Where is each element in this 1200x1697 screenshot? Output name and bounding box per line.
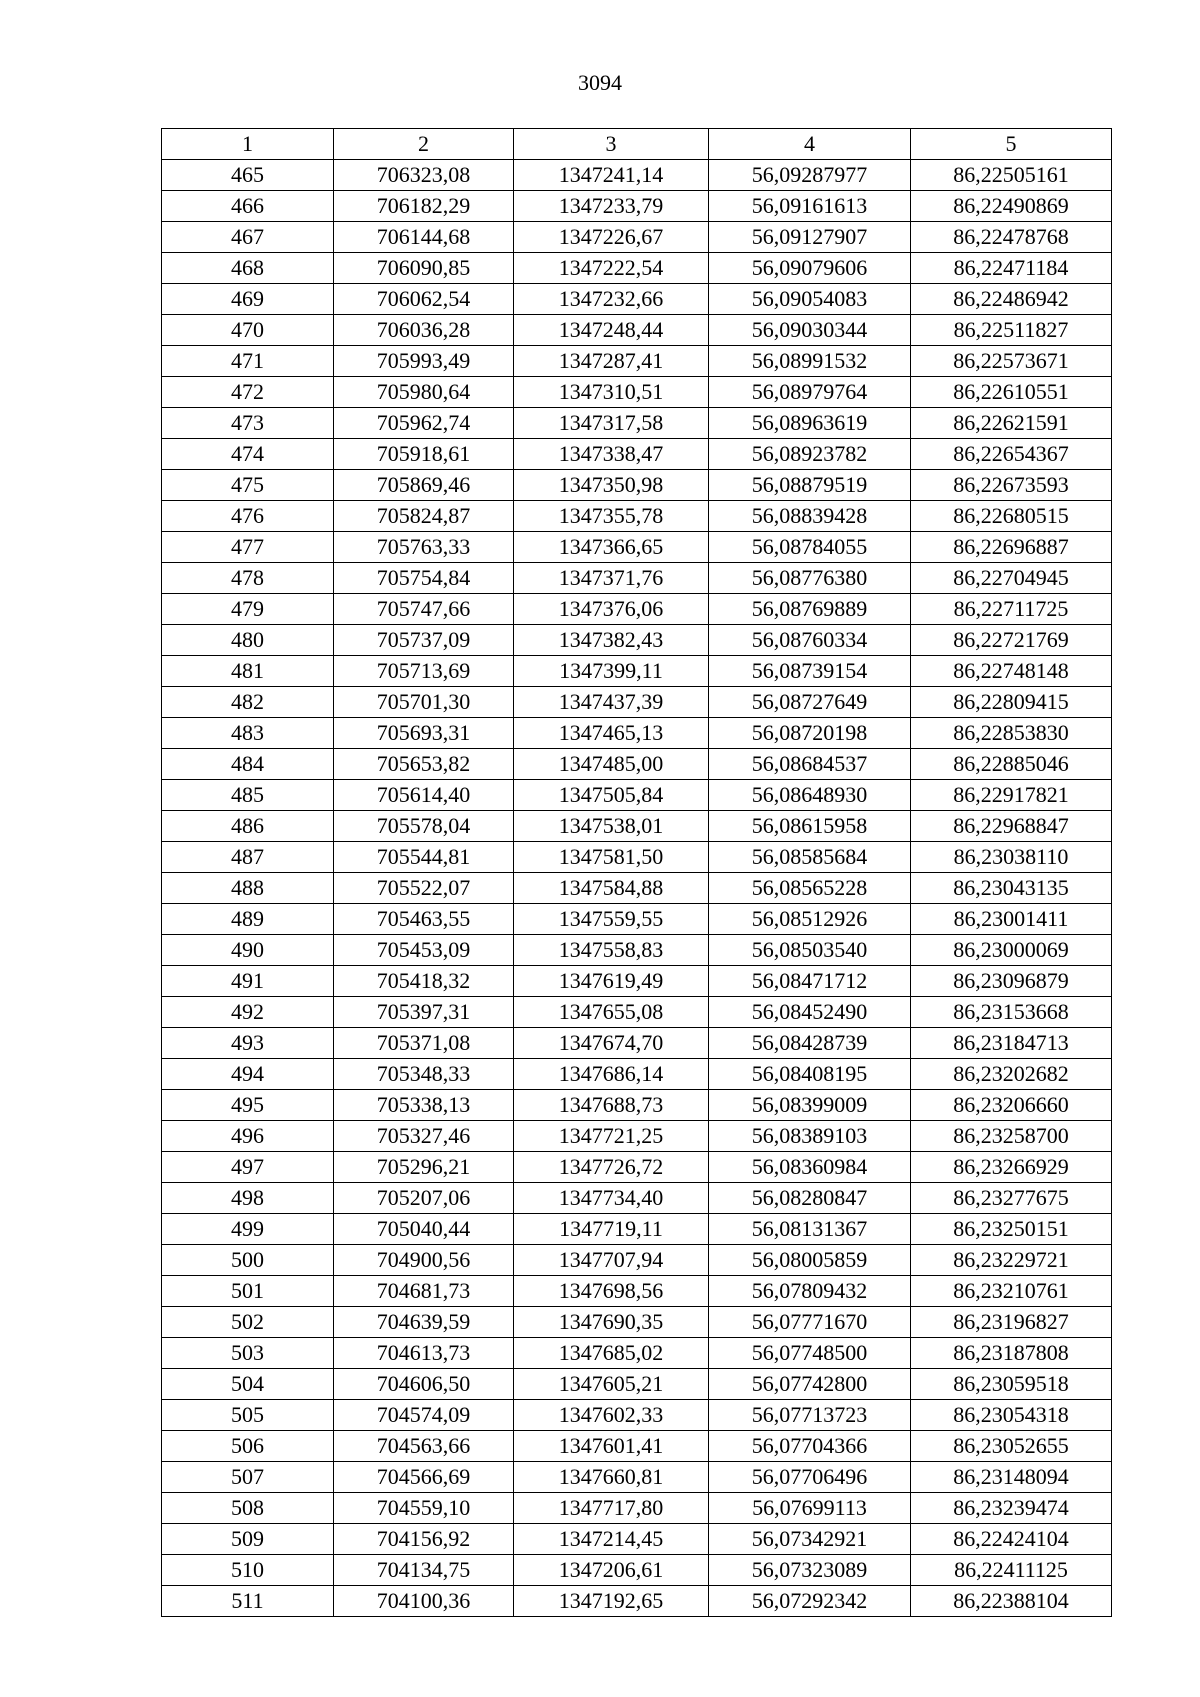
table-cell-col-2: 705701,30: [334, 687, 514, 718]
table-cell-col-4: 56,08131367: [709, 1214, 911, 1245]
table-cell-col-5: 86,22610551: [911, 377, 1112, 408]
table-row: [162, 1090, 1112, 1121]
table-row: [162, 811, 1112, 842]
table-cell-col-1: 489: [162, 904, 334, 935]
table-row: [162, 687, 1112, 718]
table-cell-col-4: 56,09030344: [709, 315, 911, 346]
table-cell-col-2: 705397,31: [334, 997, 514, 1028]
table-cell-col-4: 56,07323089: [709, 1555, 911, 1586]
table-cell-col-4: 56,08512926: [709, 904, 911, 935]
table-cell-col-5: 86,23187808: [911, 1338, 1112, 1369]
table-row: [162, 315, 1112, 346]
table-cell-col-3: 1347399,11: [514, 656, 709, 687]
table-cell-col-5: 86,23258700: [911, 1121, 1112, 1152]
table-cell-col-5: 86,23054318: [911, 1400, 1112, 1431]
table-cell-col-3: 1347355,78: [514, 501, 709, 532]
table-header-row: [162, 129, 1112, 160]
table-cell-col-3: 1347707,94: [514, 1245, 709, 1276]
table-cell-col-3: 1347655,08: [514, 997, 709, 1028]
table-row: [162, 563, 1112, 594]
table-cell-col-1: 502: [162, 1307, 334, 1338]
table-cell-col-4: 56,08720198: [709, 718, 911, 749]
table-cell-col-3: 1347602,33: [514, 1400, 709, 1431]
table-cell-col-1: 503: [162, 1338, 334, 1369]
table-cell-col-3: 1347232,66: [514, 284, 709, 315]
table-row: [162, 160, 1112, 191]
table-cell-col-5: 86,22471184: [911, 253, 1112, 284]
table-cell-col-1: 474: [162, 439, 334, 470]
page-number: 3094: [578, 70, 622, 95]
table-cell-col-2: 705348,33: [334, 1059, 514, 1090]
table-cell-col-5: 86,23250151: [911, 1214, 1112, 1245]
table-cell-col-5: 86,22490869: [911, 191, 1112, 222]
table-cell-col-4: 56,09287977: [709, 160, 911, 191]
table-cell-col-4: 56,09054083: [709, 284, 911, 315]
table-row: [162, 1586, 1112, 1617]
table-cell-col-4: 56,08760334: [709, 625, 911, 656]
table-cell-col-1: 500: [162, 1245, 334, 1276]
table-row: [162, 997, 1112, 1028]
table-cell-col-3: 1347226,67: [514, 222, 709, 253]
table-cell-col-1: 480: [162, 625, 334, 656]
table-cell-col-2: 705754,84: [334, 563, 514, 594]
table-cell-col-1: 492: [162, 997, 334, 1028]
table-cell-col-5: 86,22917821: [911, 780, 1112, 811]
table-row: [162, 501, 1112, 532]
table-cell-col-3: 1347214,45: [514, 1524, 709, 1555]
table-cell-col-5: 86,23096879: [911, 966, 1112, 997]
table-cell-col-4: 56,08963619: [709, 408, 911, 439]
table-cell-col-4: 56,07809432: [709, 1276, 911, 1307]
table-cell-col-2: 704566,69: [334, 1462, 514, 1493]
table-cell-col-2: 705371,08: [334, 1028, 514, 1059]
table-cell-col-5: 86,23000069: [911, 935, 1112, 966]
table-row: [162, 1338, 1112, 1369]
table-cell-col-1: 498: [162, 1183, 334, 1214]
table-cell-col-3: 1347338,47: [514, 439, 709, 470]
table-cell-col-4: 56,07699113: [709, 1493, 911, 1524]
table-cell-col-3: 1347660,81: [514, 1462, 709, 1493]
table-cell-col-5: 86,22704945: [911, 563, 1112, 594]
table-cell-col-2: 704681,73: [334, 1276, 514, 1307]
table-cell-col-3: 1347350,98: [514, 470, 709, 501]
table-row: [162, 935, 1112, 966]
table-cell-col-3: 1347376,06: [514, 594, 709, 625]
table-cell-col-1: 506: [162, 1431, 334, 1462]
table-cell-col-1: 488: [162, 873, 334, 904]
table-row: [162, 904, 1112, 935]
table-row: [162, 1524, 1112, 1555]
table-cell-col-5: 86,22511827: [911, 315, 1112, 346]
table-cell-col-5: 86,22748148: [911, 656, 1112, 687]
table-cell-col-2: 706182,29: [334, 191, 514, 222]
table-cell-col-4: 56,08585684: [709, 842, 911, 873]
table-row: [162, 439, 1112, 470]
table-cell-col-4: 56,08739154: [709, 656, 911, 687]
table-cell-col-1: 466: [162, 191, 334, 222]
table-cell-col-1: 493: [162, 1028, 334, 1059]
coordinates-table: [161, 128, 1112, 1617]
table-cell-col-3: 1347485,00: [514, 749, 709, 780]
table-cell-col-5: 86,22680515: [911, 501, 1112, 532]
table-cell-col-2: 705296,21: [334, 1152, 514, 1183]
table-cell-col-2: 704574,09: [334, 1400, 514, 1431]
table-cell-col-5: 86,22573671: [911, 346, 1112, 377]
table-cell-col-4: 56,07342921: [709, 1524, 911, 1555]
table-cell-col-5: 86,23266929: [911, 1152, 1112, 1183]
table-cell-col-2: 705980,64: [334, 377, 514, 408]
table-cell-col-3: 1347538,01: [514, 811, 709, 842]
table-cell-col-2: 706090,85: [334, 253, 514, 284]
table-cell-col-4: 56,07748500: [709, 1338, 911, 1369]
table-row: [162, 470, 1112, 501]
table-cell-col-5: 86,23277675: [911, 1183, 1112, 1214]
table-row: [162, 873, 1112, 904]
table-row: [162, 284, 1112, 315]
table-cell-col-4: 56,07713723: [709, 1400, 911, 1431]
table-row: [162, 253, 1112, 284]
table-cell-col-4: 56,08727649: [709, 687, 911, 718]
table-cell-col-3: 1347287,41: [514, 346, 709, 377]
table-cell-col-1: 477: [162, 532, 334, 563]
table-cell-col-1: 495: [162, 1090, 334, 1121]
table-cell-col-2: 705544,81: [334, 842, 514, 873]
table-cell-col-5: 86,23210761: [911, 1276, 1112, 1307]
table-cell-col-1: 478: [162, 563, 334, 594]
table-cell-col-3: 1347233,79: [514, 191, 709, 222]
table-cell-col-2: 705653,82: [334, 749, 514, 780]
column-header-2: 2: [334, 129, 514, 160]
table-cell-col-1: 486: [162, 811, 334, 842]
table-cell-col-5: 86,22388104: [911, 1586, 1112, 1617]
table-row: [162, 1400, 1112, 1431]
table-cell-col-3: 1347686,14: [514, 1059, 709, 1090]
table-cell-col-4: 56,08428739: [709, 1028, 911, 1059]
table-cell-col-4: 56,08280847: [709, 1183, 911, 1214]
table-cell-col-3: 1347505,84: [514, 780, 709, 811]
table-cell-col-5: 86,22673593: [911, 470, 1112, 501]
table-cell-col-3: 1347719,11: [514, 1214, 709, 1245]
table-cell-col-4: 56,08923782: [709, 439, 911, 470]
table-cell-col-3: 1347581,50: [514, 842, 709, 873]
table-cell-col-4: 56,08879519: [709, 470, 911, 501]
table-cell-col-5: 86,23001411: [911, 904, 1112, 935]
table-cell-col-5: 86,23059518: [911, 1369, 1112, 1400]
table-row: [162, 1183, 1112, 1214]
table-cell-col-1: 479: [162, 594, 334, 625]
table-cell-col-1: 482: [162, 687, 334, 718]
table-cell-col-2: 704563,66: [334, 1431, 514, 1462]
table-cell-col-1: 505: [162, 1400, 334, 1431]
table-cell-col-2: 705207,06: [334, 1183, 514, 1214]
table-cell-col-3: 1347674,70: [514, 1028, 709, 1059]
table-row: [162, 377, 1112, 408]
table-cell-col-2: 705993,49: [334, 346, 514, 377]
table-body: [162, 160, 1112, 1617]
table-cell-col-2: 705763,33: [334, 532, 514, 563]
table-cell-col-5: 86,22968847: [911, 811, 1112, 842]
column-header-5: 5: [911, 129, 1112, 160]
column-header-1: 1: [162, 129, 334, 160]
table-cell-col-2: 705040,44: [334, 1214, 514, 1245]
table-cell-col-3: 1347206,61: [514, 1555, 709, 1586]
table-row: [162, 780, 1112, 811]
table-row: [162, 1121, 1112, 1152]
table-cell-col-1: 484: [162, 749, 334, 780]
table-cell-col-1: 501: [162, 1276, 334, 1307]
table-cell-col-3: 1347734,40: [514, 1183, 709, 1214]
table-cell-col-5: 86,22885046: [911, 749, 1112, 780]
table-cell-col-3: 1347366,65: [514, 532, 709, 563]
table-cell-col-1: 470: [162, 315, 334, 346]
table-cell-col-4: 56,08005859: [709, 1245, 911, 1276]
table-cell-col-5: 86,23184713: [911, 1028, 1112, 1059]
table-cell-col-2: 704613,73: [334, 1338, 514, 1369]
table-cell-col-4: 56,08784055: [709, 532, 911, 563]
table-cell-col-1: 491: [162, 966, 334, 997]
table-cell-col-5: 86,23153668: [911, 997, 1112, 1028]
table-cell-col-3: 1347559,55: [514, 904, 709, 935]
table-cell-col-2: 705418,32: [334, 966, 514, 997]
table-cell-col-5: 86,22654367: [911, 439, 1112, 470]
table-row: [162, 346, 1112, 377]
table-cell-col-1: 481: [162, 656, 334, 687]
table-cell-col-1: 504: [162, 1369, 334, 1400]
table-row: [162, 1276, 1112, 1307]
table-cell-col-1: 471: [162, 346, 334, 377]
table-cell-col-1: 476: [162, 501, 334, 532]
table-cell-col-2: 706036,28: [334, 315, 514, 346]
table-cell-col-3: 1347685,02: [514, 1338, 709, 1369]
table-cell-col-4: 56,08615958: [709, 811, 911, 842]
table-cell-col-4: 56,07706496: [709, 1462, 911, 1493]
table-cell-col-5: 86,23239474: [911, 1493, 1112, 1524]
table-cell-col-5: 86,22505161: [911, 160, 1112, 191]
table-cell-col-1: 487: [162, 842, 334, 873]
table-cell-col-3: 1347619,49: [514, 966, 709, 997]
table-cell-col-1: 465: [162, 160, 334, 191]
table-cell-col-4: 56,08769889: [709, 594, 911, 625]
table-cell-col-2: 704100,36: [334, 1586, 514, 1617]
table-cell-col-1: 490: [162, 935, 334, 966]
table-cell-col-5: 86,22424104: [911, 1524, 1112, 1555]
table-cell-col-5: 86,22478768: [911, 222, 1112, 253]
table-cell-col-2: 705578,04: [334, 811, 514, 842]
table-cell-col-2: 704639,59: [334, 1307, 514, 1338]
table-row: [162, 749, 1112, 780]
table-cell-col-2: 705338,13: [334, 1090, 514, 1121]
table-cell-col-2: 705918,61: [334, 439, 514, 470]
column-header-4: 4: [709, 129, 911, 160]
table-cell-col-2: 705522,07: [334, 873, 514, 904]
table-row: [162, 1462, 1112, 1493]
column-header-3: 3: [514, 129, 709, 160]
table-cell-col-2: 705824,87: [334, 501, 514, 532]
table-row: [162, 1555, 1112, 1586]
table-cell-col-5: 86,23038110: [911, 842, 1112, 873]
table-row: [162, 1214, 1112, 1245]
table-cell-col-3: 1347558,83: [514, 935, 709, 966]
table-cell-col-2: 705713,69: [334, 656, 514, 687]
table-cell-col-5: 86,23148094: [911, 1462, 1112, 1493]
table-row: [162, 594, 1112, 625]
table-cell-col-2: 704559,10: [334, 1493, 514, 1524]
table-cell-col-2: 705869,46: [334, 470, 514, 501]
table-cell-col-5: 86,22853830: [911, 718, 1112, 749]
table-cell-col-5: 86,22809415: [911, 687, 1112, 718]
table-row: [162, 1369, 1112, 1400]
table-cell-col-3: 1347601,41: [514, 1431, 709, 1462]
table-row: [162, 656, 1112, 687]
table-cell-col-4: 56,09127907: [709, 222, 911, 253]
table-cell-col-2: 705737,09: [334, 625, 514, 656]
table-cell-col-4: 56,07292342: [709, 1586, 911, 1617]
table-cell-col-1: 510: [162, 1555, 334, 1586]
table-cell-col-1: 511: [162, 1586, 334, 1617]
table-cell-col-4: 56,08408195: [709, 1059, 911, 1090]
table-cell-col-4: 56,08399009: [709, 1090, 911, 1121]
table-cell-col-4: 56,07742800: [709, 1369, 911, 1400]
table-cell-col-4: 56,08389103: [709, 1121, 911, 1152]
table-cell-col-3: 1347192,65: [514, 1586, 709, 1617]
table-cell-col-2: 705693,31: [334, 718, 514, 749]
table-cell-col-2: 705962,74: [334, 408, 514, 439]
table-row: [162, 408, 1112, 439]
table-cell-col-2: 704606,50: [334, 1369, 514, 1400]
table-row: [162, 842, 1112, 873]
table-cell-col-5: 86,22696887: [911, 532, 1112, 563]
table-cell-col-1: 467: [162, 222, 334, 253]
table-row: [162, 625, 1112, 656]
table-cell-col-4: 56,09079606: [709, 253, 911, 284]
table-cell-col-2: 706144,68: [334, 222, 514, 253]
table-cell-col-5: 86,23229721: [911, 1245, 1112, 1276]
table-row: [162, 1059, 1112, 1090]
table-cell-col-4: 56,09161613: [709, 191, 911, 222]
table-cell-col-2: 704156,92: [334, 1524, 514, 1555]
table-cell-col-3: 1347726,72: [514, 1152, 709, 1183]
table-cell-col-1: 508: [162, 1493, 334, 1524]
table-cell-col-1: 499: [162, 1214, 334, 1245]
table-row: [162, 1493, 1112, 1524]
table-cell-col-3: 1347690,35: [514, 1307, 709, 1338]
table-cell-col-1: 485: [162, 780, 334, 811]
table-cell-col-4: 56,08648930: [709, 780, 911, 811]
table-cell-col-5: 86,23202682: [911, 1059, 1112, 1090]
table-row: [162, 1431, 1112, 1462]
table-row: [162, 1307, 1112, 1338]
table-cell-col-5: 86,22711725: [911, 594, 1112, 625]
table-cell-col-5: 86,22411125: [911, 1555, 1112, 1586]
table-row: [162, 191, 1112, 222]
table-cell-col-5: 86,23206660: [911, 1090, 1112, 1121]
table-cell-col-3: 1347222,54: [514, 253, 709, 284]
table-cell-col-4: 56,08452490: [709, 997, 911, 1028]
table-cell-col-1: 497: [162, 1152, 334, 1183]
table-cell-col-3: 1347248,44: [514, 315, 709, 346]
table-cell-col-1: 475: [162, 470, 334, 501]
table-cell-col-2: 705327,46: [334, 1121, 514, 1152]
table-cell-col-2: 704900,56: [334, 1245, 514, 1276]
table-cell-col-2: 706323,08: [334, 160, 514, 191]
table-cell-col-4: 56,07771670: [709, 1307, 911, 1338]
table-cell-col-5: 86,22486942: [911, 284, 1112, 315]
table-cell-col-3: 1347465,13: [514, 718, 709, 749]
table-cell-col-3: 1347371,76: [514, 563, 709, 594]
table-cell-col-1: 472: [162, 377, 334, 408]
table-cell-col-4: 56,08360984: [709, 1152, 911, 1183]
table-cell-col-3: 1347698,56: [514, 1276, 709, 1307]
table-cell-col-4: 56,08776380: [709, 563, 911, 594]
table-cell-col-3: 1347688,73: [514, 1090, 709, 1121]
table-cell-col-5: 86,23043135: [911, 873, 1112, 904]
table-cell-col-3: 1347584,88: [514, 873, 709, 904]
table-cell-col-5: 86,22621591: [911, 408, 1112, 439]
table-row: [162, 1028, 1112, 1059]
table-cell-col-4: 56,08979764: [709, 377, 911, 408]
table-row: [162, 966, 1112, 997]
table-cell-col-3: 1347717,80: [514, 1493, 709, 1524]
table-cell-col-4: 56,08991532: [709, 346, 911, 377]
table-cell-col-3: 1347241,14: [514, 160, 709, 191]
table-cell-col-1: 507: [162, 1462, 334, 1493]
table-cell-col-5: 86,23196827: [911, 1307, 1112, 1338]
coordinates-table-container: [161, 128, 1112, 1617]
table-cell-col-3: 1347317,58: [514, 408, 709, 439]
table-cell-col-4: 56,08503540: [709, 935, 911, 966]
table-cell-col-1: 469: [162, 284, 334, 315]
table-cell-col-4: 56,08565228: [709, 873, 911, 904]
table-cell-col-2: 704134,75: [334, 1555, 514, 1586]
table-cell-col-3: 1347721,25: [514, 1121, 709, 1152]
table-cell-col-5: 86,23052655: [911, 1431, 1112, 1462]
table-row: [162, 532, 1112, 563]
table-cell-col-1: 509: [162, 1524, 334, 1555]
table-cell-col-5: 86,22721769: [911, 625, 1112, 656]
table-cell-col-1: 496: [162, 1121, 334, 1152]
table-cell-col-4: 56,08839428: [709, 501, 911, 532]
table-cell-col-2: 705614,40: [334, 780, 514, 811]
table-cell-col-3: 1347382,43: [514, 625, 709, 656]
table-cell-col-4: 56,07704366: [709, 1431, 911, 1462]
table-cell-col-2: 705453,09: [334, 935, 514, 966]
table-row: [162, 222, 1112, 253]
table-cell-col-2: 706062,54: [334, 284, 514, 315]
table-cell-col-1: 473: [162, 408, 334, 439]
table-cell-col-1: 468: [162, 253, 334, 284]
table-row: [162, 1152, 1112, 1183]
table-cell-col-4: 56,08684537: [709, 749, 911, 780]
table-row: [162, 718, 1112, 749]
table-cell-col-2: 705747,66: [334, 594, 514, 625]
table-cell-col-1: 483: [162, 718, 334, 749]
table-cell-col-3: 1347310,51: [514, 377, 709, 408]
table-cell-col-3: 1347605,21: [514, 1369, 709, 1400]
table-cell-col-4: 56,08471712: [709, 966, 911, 997]
table-row: [162, 1245, 1112, 1276]
table-cell-col-2: 705463,55: [334, 904, 514, 935]
table-cell-col-1: 494: [162, 1059, 334, 1090]
table-cell-col-3: 1347437,39: [514, 687, 709, 718]
